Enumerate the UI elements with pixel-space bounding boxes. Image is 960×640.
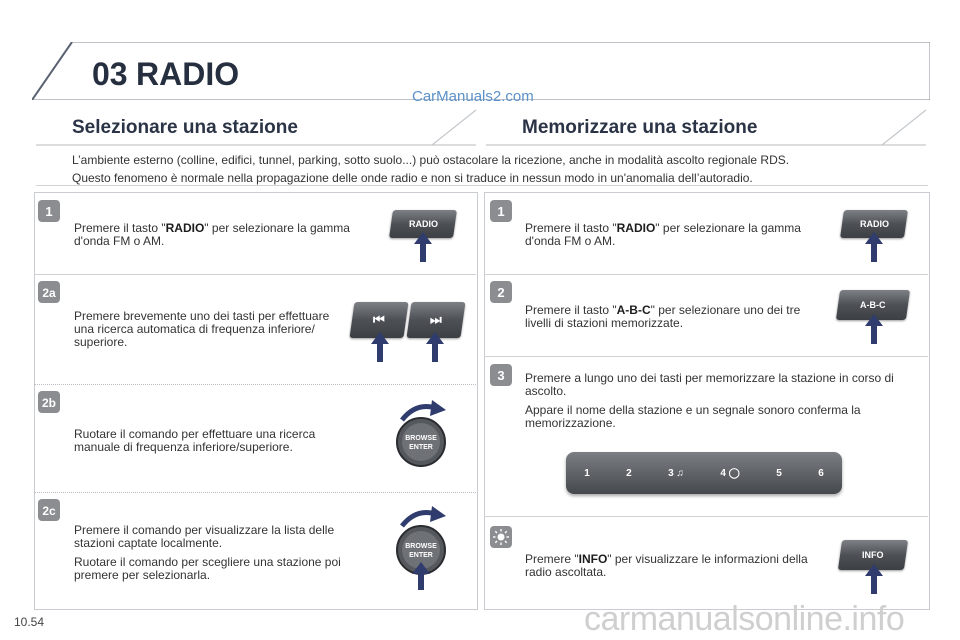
- browse-enter-knob-press[interactable]: [390, 504, 450, 590]
- chapter-number: 03: [92, 56, 128, 92]
- left-step-2c-text: Premere il comando per visualizzare la lista delle stazioni captate localmente. Ruotare il comando per scegliere una stazione poi premere per selezionarla.: [74, 523, 341, 582]
- browse-enter-knob[interactable]: [390, 398, 450, 470]
- divider: [484, 356, 928, 357]
- left-step-2b-text: Ruotare il comando per effettuare una ricerca manuale di frequenza inferiore/superiore.: [74, 427, 316, 454]
- info-key[interactable]: INFO: [838, 540, 908, 570]
- radio-key[interactable]: RADIO: [840, 210, 908, 238]
- svg-text:BROWSE: BROWSE: [405, 435, 437, 442]
- svg-text:2c: 2c: [42, 504, 56, 518]
- press-arrow-icon: [370, 332, 390, 362]
- abc-key[interactable]: A-B-C: [836, 290, 910, 320]
- divider: [484, 274, 928, 275]
- svg-text:BROWSE: BROWSE: [405, 543, 437, 550]
- svg-text:1: 1: [45, 204, 53, 219]
- watermark-carmanuals2: CarManuals2.com: [412, 88, 534, 105]
- step-badge-1: [490, 200, 512, 222]
- preset-key-5[interactable]: 5: [776, 467, 782, 479]
- right-step-1-text: Premere il tasto "RADIO" per selezionare la gamma d'onda FM o AM.: [525, 221, 801, 248]
- step-badge-2b: [38, 391, 60, 413]
- right-step-2-text: Premere il tasto "A-B-C" per selezionare uno dei tre livelli di stazioni memorizzate.: [525, 303, 801, 330]
- left-section-title: Selezionare una stazione: [72, 117, 298, 138]
- press-arrow-icon: [413, 232, 433, 262]
- chapter-title: RADIO: [136, 56, 240, 92]
- preset-key-6[interactable]: 6: [818, 467, 824, 479]
- step-badge-3: [490, 364, 512, 386]
- right-tip-text: Premere "INFO" per visualizzare le informazioni della radio ascoltata.: [525, 552, 808, 579]
- watermark-carmanualsonline: carmanualsonline.info: [584, 600, 905, 638]
- preset-keys-strip: [566, 452, 842, 494]
- svg-text:3: 3: [497, 368, 505, 383]
- intro-text: [72, 151, 912, 187]
- step-badge-2a: [38, 281, 60, 303]
- preset-key-4[interactable]: 4 ◯: [720, 467, 740, 479]
- svg-text:ENTER: ENTER: [409, 444, 433, 451]
- step-badge-1: [38, 200, 60, 222]
- intro-line-1: L’ambiente esterno (colline, edifici, tunnel, parking, sotto suolo...) può ostacolare la ricezione, anche in modalità ascolto regionale RDS.: [72, 153, 790, 167]
- press-arrow-icon: [425, 332, 445, 362]
- press-arrow-icon: [864, 232, 884, 262]
- seek-down-key[interactable]: ⏮: [349, 302, 408, 338]
- svg-text:ENTER: ENTER: [409, 552, 433, 559]
- press-arrow-icon: [864, 564, 884, 594]
- radio-key[interactable]: RADIO: [389, 210, 457, 238]
- preset-key-2[interactable]: 2: [626, 467, 632, 479]
- step-badge-2c: [38, 499, 60, 521]
- page-number: 10.54: [14, 615, 45, 629]
- step-badge-2: [490, 281, 512, 303]
- divider: [34, 384, 476, 385]
- divider: [34, 274, 476, 275]
- right-section-title: Memorizzare una stazione: [522, 117, 758, 138]
- seek-up-key[interactable]: ⏭: [406, 302, 465, 338]
- left-step-1-text: Premere il tasto "RADIO" per selezionare la gamma d'onda FM o AM.: [74, 221, 350, 248]
- svg-text:1: 1: [497, 204, 505, 219]
- svg-text:2b: 2b: [41, 396, 57, 410]
- intro-line-2: Questo fenomeno è normale nella propagazione delle onde radio e non si traduce in nessun modo in un'anomalia dell’autoradio.: [72, 171, 753, 185]
- press-arrow-icon: [864, 314, 884, 344]
- right-step-3-text: Premere a lungo uno dei tasti per memorizzare la stazione in corso di ascolto. Appare il nome della stazione e un segnale sonoro conferma la memorizzazione.: [525, 371, 894, 430]
- svg-text:2a: 2a: [42, 286, 56, 300]
- divider: [34, 492, 476, 493]
- preset-key-3[interactable]: 3 ♫: [668, 467, 684, 479]
- svg-text:2: 2: [497, 285, 505, 300]
- left-step-2a-text: Premere brevemente uno dei tasti per effettuare una ricerca automatica di frequenza inferiore/ superiore.: [74, 309, 330, 349]
- preset-key-1[interactable]: 1: [584, 467, 590, 479]
- divider: [484, 516, 928, 517]
- lightbulb-icon: [490, 526, 512, 548]
